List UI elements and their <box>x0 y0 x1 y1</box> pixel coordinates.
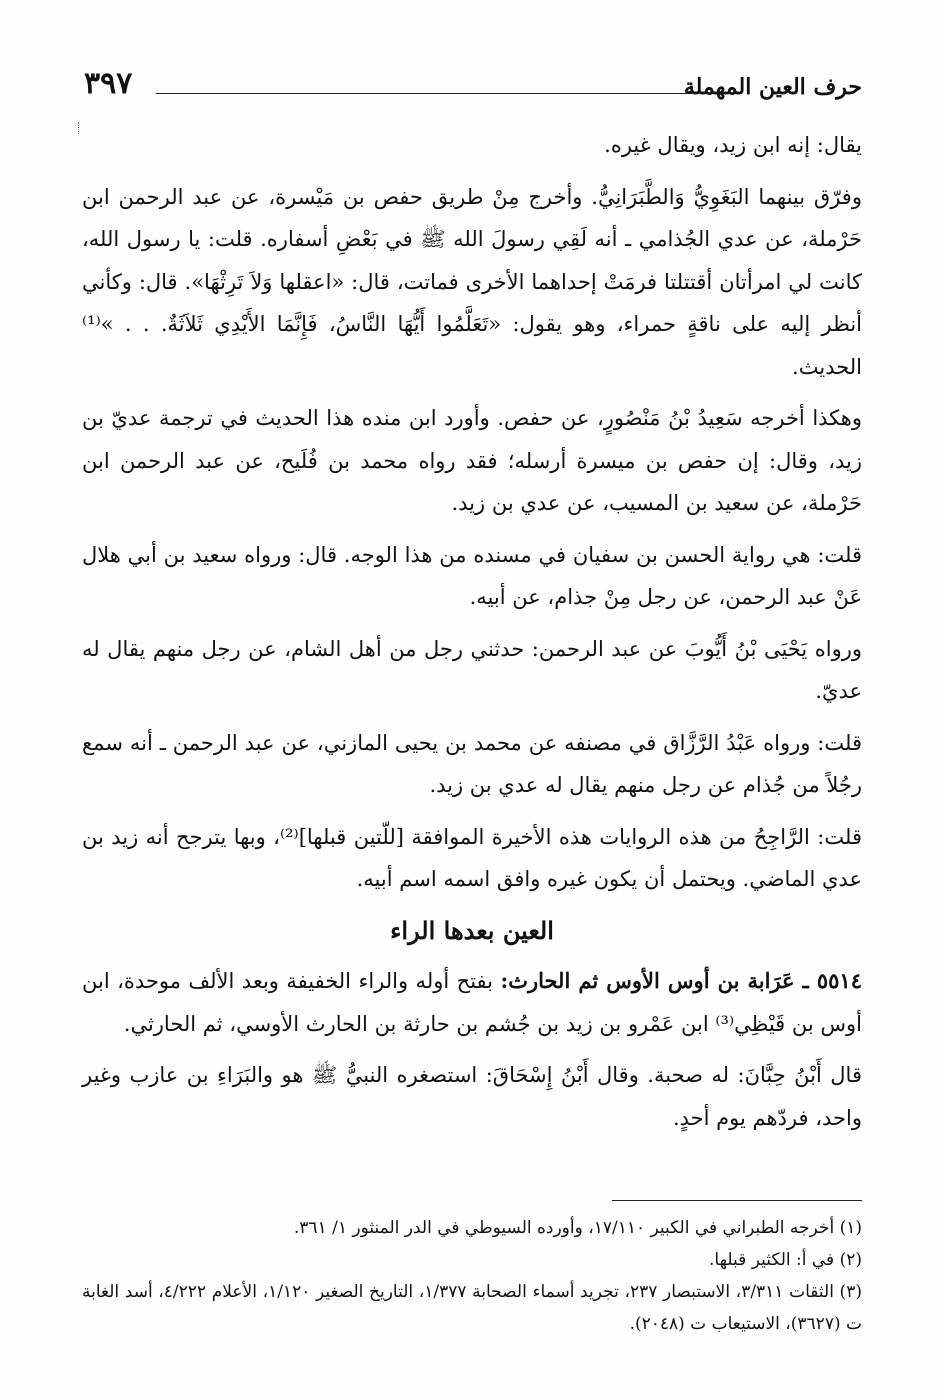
paragraph: وفرّق بينهما البَغَوِيُّ وَالطَّبَرَانِيُّ. وأخرج مِنْ طريق حفص بن مَيْسرة، عن عبد الرحمن ابن حَرْملة، عن عدي الجُذامي ـ أنه لَقِي رسولَ الله ﷺ في بَعْضِ أسفاره. قلت: يا رسول الله، كانت لي امرأتان أقتتلتا فرمَتْ إحداهما الأخرى فماتت، قال: «اعقلها وَلاَ تَرِثْهَا». قال: وكأني أنظر إليه على ناقةٍ حمراء، وهو يقول: «تَعَلَّمُوا أَيُّهَا النَّاسُ، فَإِنَّمَا الأَيْدِي ثَلاَثَةٌ. . . »⁽¹⁾ الحديث. <box>82 184 862 379</box>
page-number: ٣٩٧ <box>84 66 133 101</box>
paragraph: قلت: ورواه عَبْدُ الرَّزَّاق في مصنفه عن محمد بن يحيى المازني، عن عبد الرحمن ـ أنه سمع رجُلاً من جُذام عن رجل منهم يقال له عدي بن زيد. <box>82 730 862 797</box>
footnotes <box>82 1212 862 1340</box>
footnote-rule <box>612 1200 862 1201</box>
paragraph: قلت: هي رواية الحسن بن سفيان في مسنده من هذا الوجه. قال: ورواه سعيد بن أبي هلال عَنْ عبد الرحمن، عن رجل مِنْ جذام، عن أبيه. <box>82 542 862 609</box>
footnote: (١) أخرجه الطبراني في الكبير ١٧/١١٠، وأورده السيوطي في الدر المنثور ١/ ٣٦١. <box>293 1218 862 1238</box>
header-rule <box>156 93 692 94</box>
running-title: حرف العين المهملة <box>683 74 862 100</box>
footnote: (٣) الثقات ٣/٣١١، الاستبصار ٢٣٧، تجريد أسماء الصحابة ١/٣٧٧، التاريخ الصغير ١/١٢٠، الأعلام ٤/٢٢٢، أسد الغابة ت (٣٦٢٧)، الاستيعاب ت (٢٠٤٨). <box>82 1282 862 1334</box>
footnote: (٢) في أ: الكثير قبلها. <box>708 1250 862 1270</box>
entry-paragraph <box>82 960 862 1045</box>
paragraph: قلت: الرَّاجِحُ من هذه الروايات هذه الأخيرة الموافقة [للّتين قبلها]⁽²⁾، وبها يترجح أنه زيد بن عدي الماضي. ويحتمل أن يكون غيره وافق اسمه اسم أبيه. <box>82 824 862 891</box>
paragraph: قال أَبْنُ حِبَّانَ: له صحبة. وقال أَبْنُ إِسْحَاقَ: استصغره النبيُّ ﷺ هو والبَرَاءِ بن عازب وغير واحد، فردّهم يوم أحدٍ. <box>82 1063 862 1130</box>
section-heading: العين بعدها الراء <box>390 915 554 945</box>
entry-text: بفتح أوله والراء الخفيفة وبعد الألف موحدة، ابن أوس بن قَيْظِي⁽³⁾ ابن عَمْرو بن زيد بن جُشم بن حارثة بن الحارث الأوسي، ثم الحارثي. <box>82 969 862 1036</box>
paragraph: ورواه يَحْيَى بْنُ أَيُّوبَ عن عبد الرحمن: حدثني رجل من أهل الشام، عن رجل منهم يقال له عديّ. <box>82 636 862 703</box>
paragraph: وهكذا أخرجه سَعِيدُ بْنُ مَنْصُورٍ، عن حفص. وأورد ابن منده هذا الحديث في ترجمة عديّ بن زيد، وقال: إن حفص بن ميسرة أرسله؛ فقد رواه محمد بن فُلَيح، عن عبد الرحمن ابن حَرْملة، عن سعيد بن المسيب، عن عدي بن زيد. <box>82 406 862 515</box>
margin-mark <box>78 122 81 134</box>
page-header <box>84 66 862 106</box>
entry-heading: ٥٥١٤ ـ عَرَابة بن أوس الأوس ثم الحارث: <box>500 968 862 993</box>
paragraph: يقال: إنه ابن زيد، ويقال غيره. <box>604 133 862 157</box>
main-text <box>82 124 862 1148</box>
